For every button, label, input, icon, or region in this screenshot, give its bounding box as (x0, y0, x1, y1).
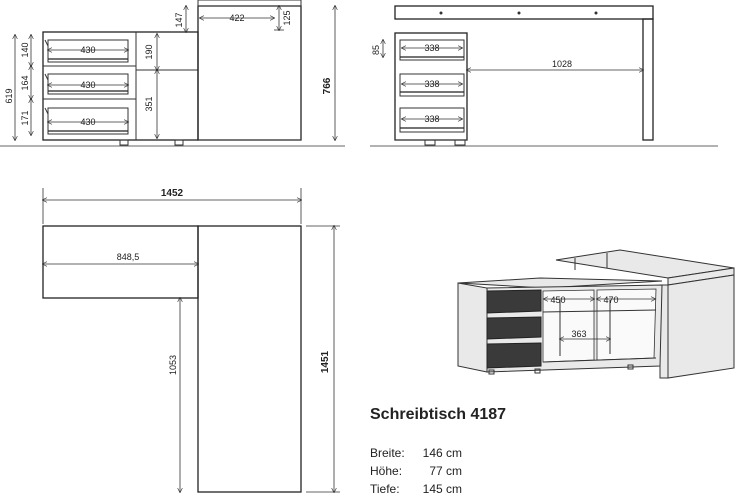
dim-450: 450 (550, 295, 566, 305)
dim-363: 363 (571, 329, 587, 339)
dim-430-mid: 430 (80, 80, 96, 90)
spec-label-height: Höhe: (370, 464, 403, 478)
dim-338-bottom: 338 (424, 114, 440, 124)
spec-value-width: 146 cm (422, 446, 462, 460)
dim-470: 470 (603, 295, 619, 305)
dim-338-top: 338 (424, 43, 440, 53)
desk-side-panel (668, 275, 734, 378)
dim-171: 171 (20, 110, 30, 126)
dim-1452: 1452 (160, 188, 184, 199)
spec-value-height: 77 cm (429, 464, 462, 478)
front-view-left (0, 0, 345, 146)
dim-766: 766 (322, 77, 333, 95)
top-view (43, 188, 340, 492)
spec-label-depth: Tiefe: (370, 482, 400, 496)
top-view-return (43, 226, 198, 298)
dim-430-top: 430 (80, 45, 96, 55)
product-title: Schreibtisch 4187 (370, 406, 507, 423)
dim-422: 422 (229, 13, 245, 23)
perspective-drawer-2 (487, 317, 541, 339)
dim-848-5: 848,5 (116, 252, 140, 262)
dim-619: 619 (4, 88, 14, 104)
dim-164: 164 (20, 75, 30, 91)
dim-1451: 1451 (320, 350, 331, 374)
dim-190: 190 (144, 44, 154, 60)
dim-85: 85 (371, 44, 381, 56)
desk-top (395, 6, 653, 19)
dim-351: 351 (144, 96, 154, 112)
perspective-drawer-1 (487, 290, 541, 313)
dim-1028: 1028 (551, 59, 573, 69)
front-view-right (370, 6, 718, 146)
dim-430-bottom: 430 (80, 117, 96, 127)
dim-125: 125 (282, 10, 292, 26)
dim-140: 140 (20, 42, 30, 58)
spec-value-depth: 145 cm (422, 482, 462, 496)
dim-1053: 1053 (168, 354, 178, 376)
dim-147: 147 (174, 12, 184, 28)
top-view-desk (198, 226, 301, 492)
spec-label-width: Breite: (370, 446, 405, 460)
perspective-view (458, 250, 734, 378)
cabinet-body (43, 32, 198, 140)
dim-338-mid: 338 (424, 79, 440, 89)
perspective-drawer-3 (487, 343, 541, 368)
desk-leg (643, 19, 653, 140)
